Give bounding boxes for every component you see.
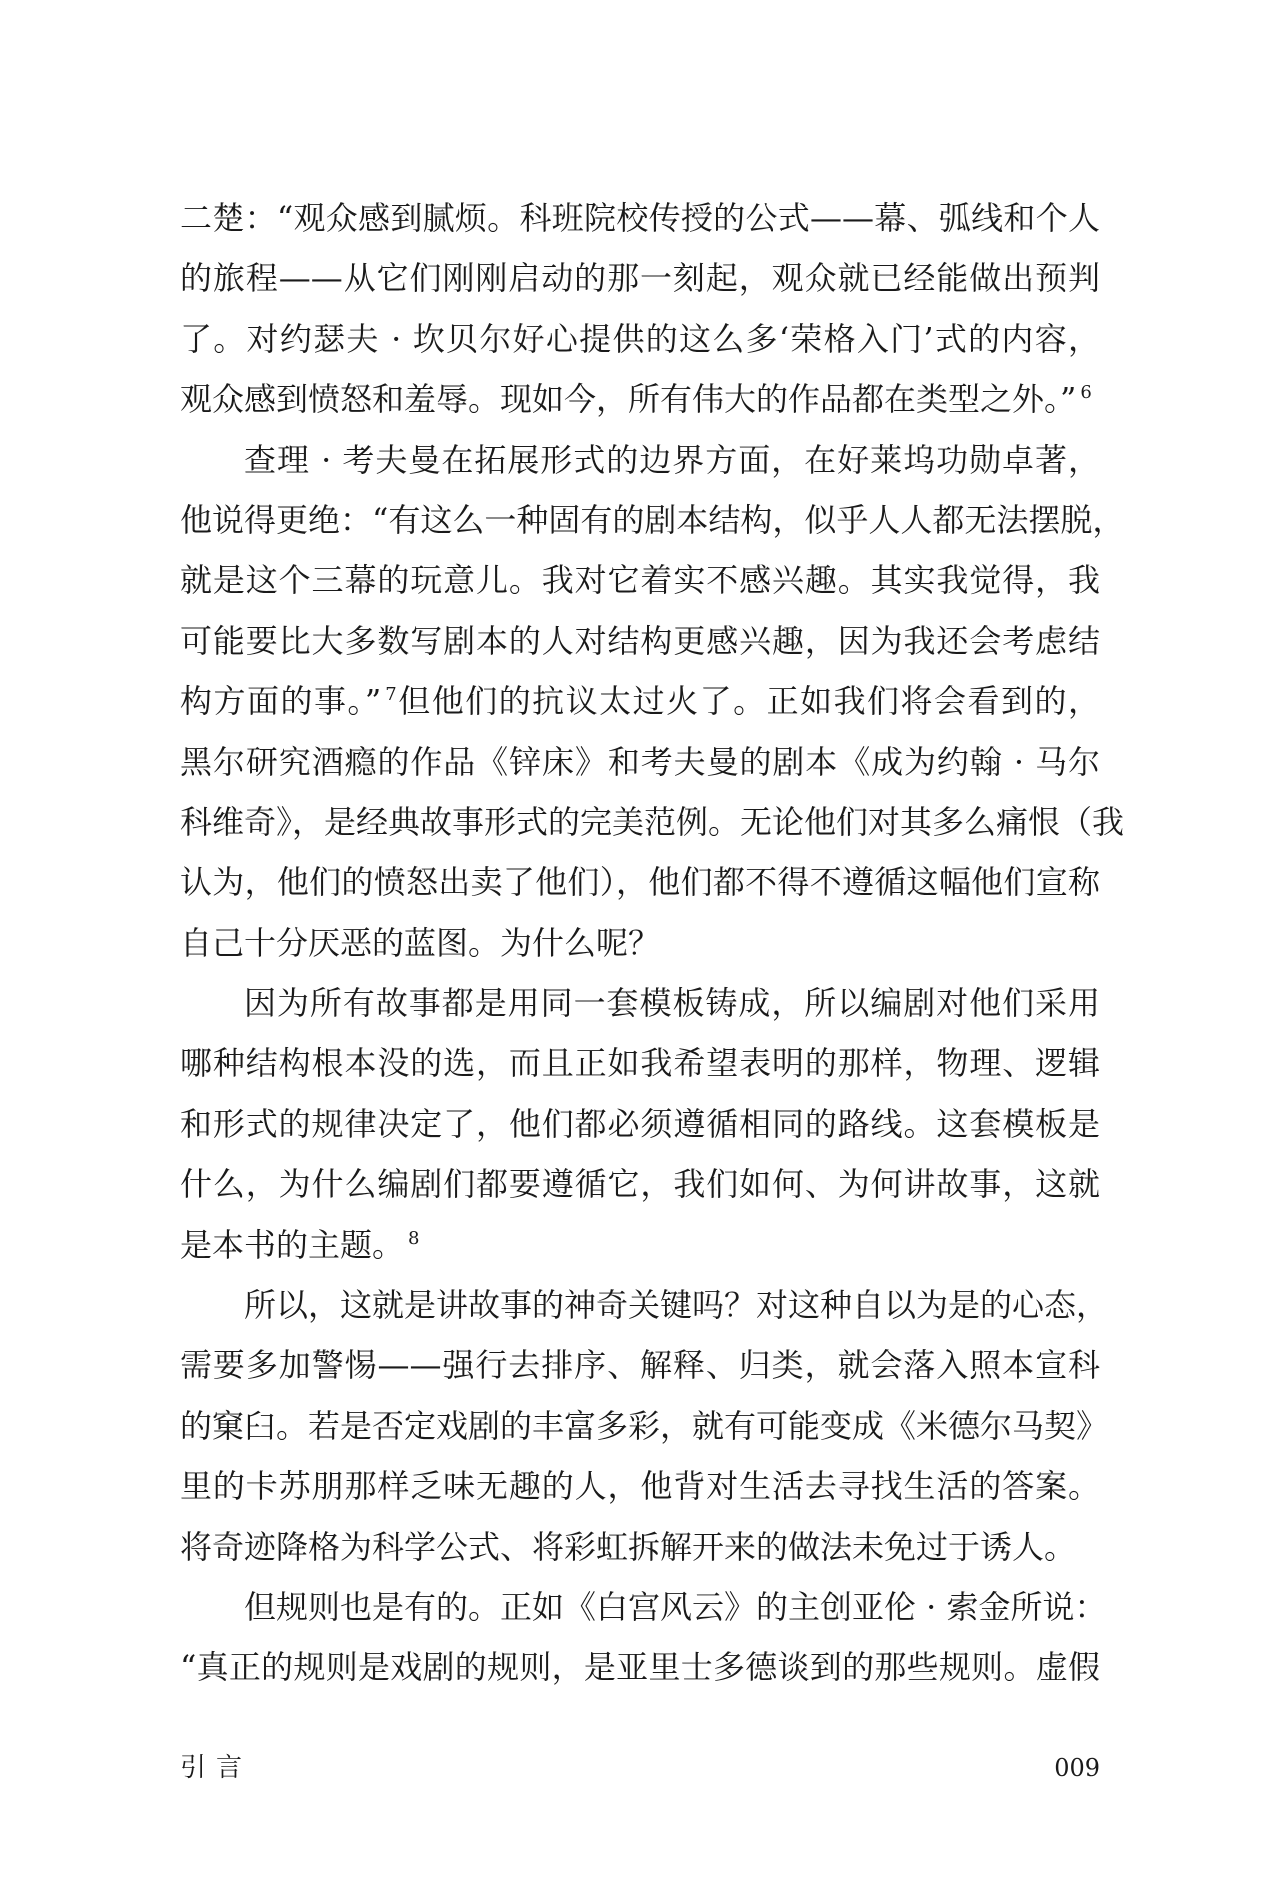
text-line: 了。对约瑟夫 · 坎贝尔好心提供的这么多‘荣格入门’式的内容， (180, 319, 1100, 358)
text-line: 他说得更绝：“有这么一种固有的剧本结构，似乎人人都无法摆脱， (180, 500, 1125, 539)
text-line: 里的卡苏朋那样乏味无趣的人，他背对生活去寻找生活的答案。 (180, 1467, 1100, 1506)
page-body (180, 188, 1125, 1698)
text-line: 哪种结构根本没的选，而且正如我希望表明的那样，物理、逻辑 (180, 1044, 1100, 1083)
text-line-content: 观众感到愤怒和羞辱。现如今，所有伟大的作品都在类型之外。” (180, 380, 1077, 419)
running-footer-title: 引言 (180, 1753, 253, 1783)
footnote-marker: 7 (385, 684, 397, 706)
text-line: 什么，为什么编剧们都要遵循它，我们如何、为何讲故事，这就 (180, 1165, 1100, 1204)
footnote-marker: 6 (1080, 382, 1092, 404)
text-line: 黑尔研究酒瘾的作品《锌床》和考夫曼的剧本《成为约翰 · 马尔 (180, 742, 1100, 781)
footnote-marker: 8 (408, 1227, 420, 1249)
text-line: 的旅程——从它们刚刚启动的那一刻起，观众就已经能做出预判 (180, 259, 1100, 298)
text-line: “真正的规则是戏剧的规则，是亚里士多德谈到的那些规则。虚假 (180, 1648, 1100, 1687)
text-line: 需要多加警惕——强行去排序、解释、归类，就会落入照本宣科 (180, 1346, 1100, 1385)
text-line-content: 构方面的事。” (180, 682, 382, 721)
paragraph-start-line: 但规则也是有的。正如《白宫风云》的主创亚伦 · 索金所说： (244, 1587, 1107, 1626)
text-line-content: 是本书的主题。 (180, 1225, 405, 1264)
text-line: 的窠臼。若是否定戏剧的丰富多彩，就有可能变成《米德尔马契》 (180, 1406, 1109, 1445)
paragraph-start-line: 所以，这就是讲故事的神奇关键吗？对这种自以为是的心态， (244, 1286, 1109, 1325)
text-line: 二楚：“观众感到腻烦。科班院校传授的公式——幕、弧线和个人 (180, 199, 1100, 237)
text-line (180, 1215, 1100, 1275)
text-line: 科维奇》，是经典故事形式的完美范例。无论他们对其多么痛恨（我 (180, 802, 1125, 841)
text-line (180, 369, 1100, 429)
paragraph-start-line: 查理 · 考夫曼在拓展形式的边界方面，在好莱坞功勋卓著， (244, 440, 1100, 479)
text-line: 和形式的规律决定了，他们都必须遵循相同的路线。这套模板是 (180, 1104, 1100, 1143)
text-line: 认为，他们的愤怒出卖了他们），他们都不得不遵循这幅他们宣称 (180, 863, 1100, 902)
text-line-content: 但他们的抗议太过火了。正如我们将会看到的， (396, 682, 1100, 721)
page-footer (180, 1748, 1100, 1788)
text-line: 就是这个三幕的玩意儿。我对它着实不感兴趣。其实我觉得，我 (180, 561, 1100, 600)
paragraph-start-line: 因为所有故事都是用同一套模板铸成，所以编剧对他们采用 (244, 984, 1100, 1023)
page-number: 009 (1054, 1754, 1100, 1782)
text-line: 将奇迹降格为科学公式、将彩虹拆解开来的做法未免过于诱人。 (180, 1527, 1077, 1566)
text-line: 自己十分厌恶的蓝图。为什么呢？ (180, 923, 661, 962)
text-line: 可能要比大多数写剧本的人对结构更感兴趣，因为我还会考虑结 (180, 621, 1100, 660)
text-line (180, 671, 1100, 731)
